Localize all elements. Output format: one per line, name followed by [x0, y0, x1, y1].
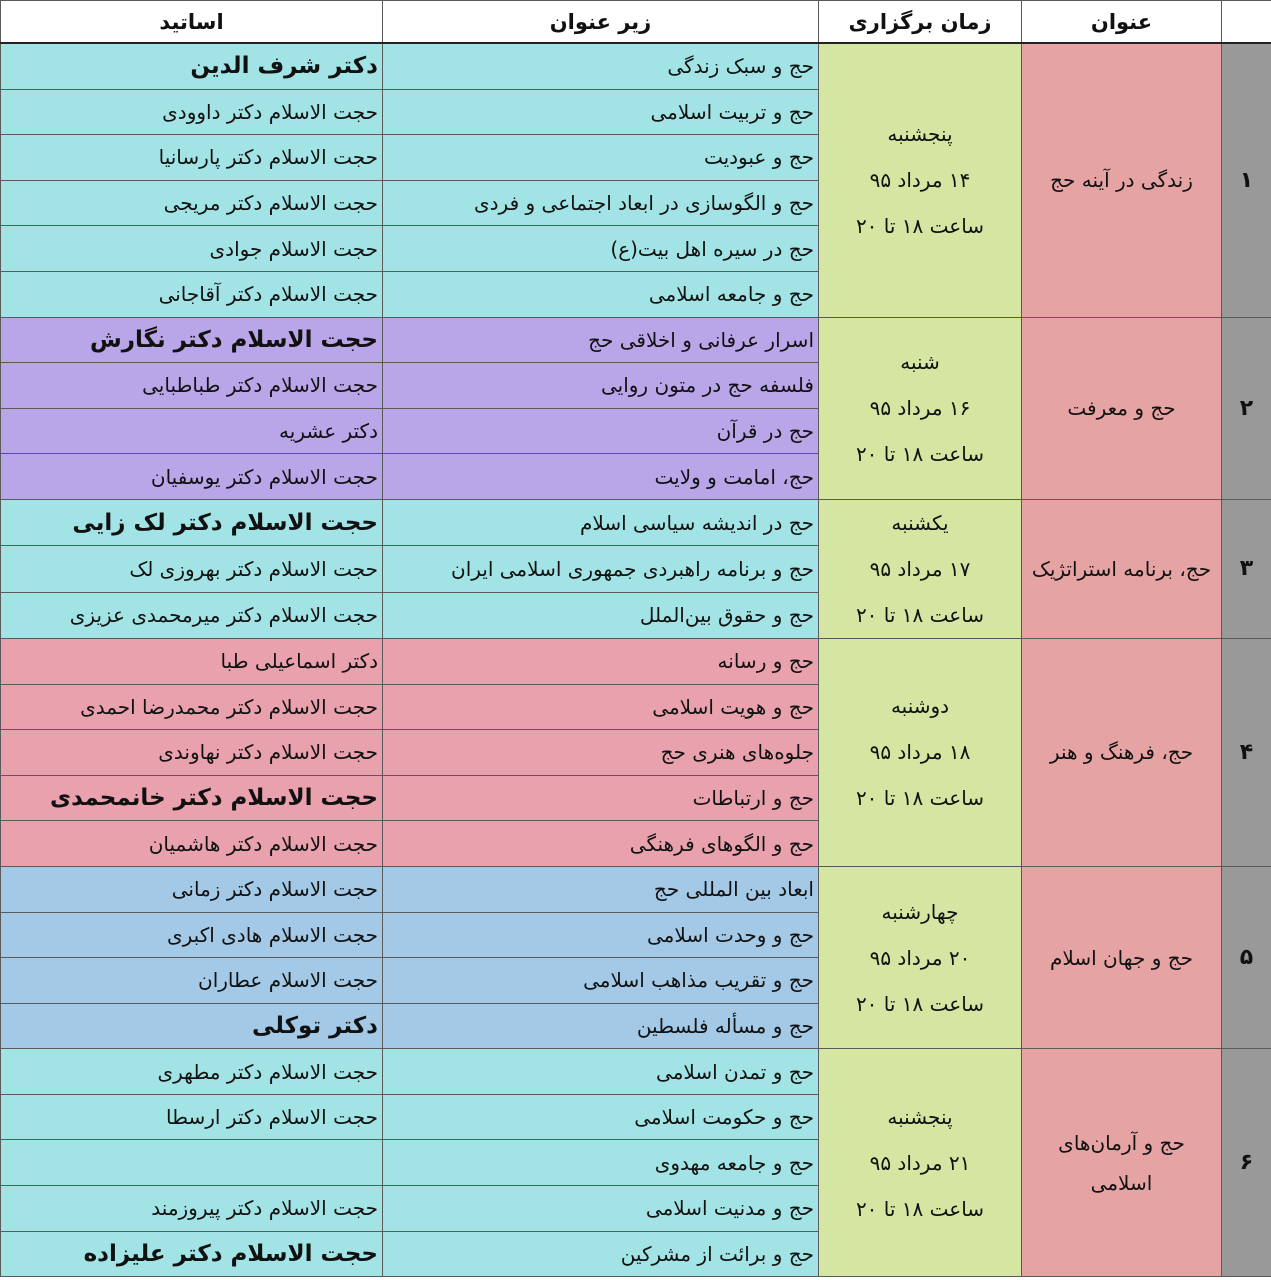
professor-cell: حجت الاسلام هادی اکبری: [1, 912, 383, 958]
header-title: عنوان: [1022, 1, 1222, 44]
subtitle-cell: حج و هویت اسلامی: [383, 684, 819, 730]
schedule-date: ۲۰ مرداد ۹۵: [869, 945, 971, 970]
table-row: [1, 499, 1271, 545]
professor-cell: حجت الاسلام دکتر علیزاده: [1, 1231, 383, 1277]
subtitle-cell: جلوه‌های هنری حج: [383, 730, 819, 776]
group-schedule: [819, 1049, 1022, 1277]
subtitle-cell: حج و حکومت اسلامی: [383, 1094, 819, 1140]
group-schedule: [819, 317, 1022, 499]
subtitle-cell: حج و عبودیت: [383, 135, 819, 181]
group-schedule: [819, 43, 1022, 317]
subtitle-cell: حج و ارتباطات: [383, 775, 819, 821]
schedule-hours: ساعت ۱۸ تا ۲۰: [855, 1196, 985, 1221]
subtitle-cell: ابعاد بین المللی حج: [383, 866, 819, 912]
professor-cell: حجت الاسلام دکتر طباطبایی: [1, 363, 383, 409]
subtitle-cell: حج و جامعه اسلامی: [383, 271, 819, 317]
subtitle-cell: حج و تمدن اسلامی: [383, 1049, 819, 1095]
professor-cell: دکتر شرف الدین: [1, 43, 383, 89]
schedule-date: ۱۶ مرداد ۹۵: [869, 396, 971, 421]
group-title: حج و جهان اسلام: [1022, 866, 1222, 1048]
schedule-day: چهارشنبه: [881, 899, 959, 924]
header-subtitle: زیر عنوان: [383, 1, 819, 44]
schedule-day: دوشنبه: [890, 694, 950, 719]
schedule-hours: ساعت ۱۸ تا ۲۰: [855, 442, 985, 467]
header-time: زمان برگزاری: [819, 1, 1022, 44]
professor-cell: دکتر توکلی: [1, 1003, 383, 1049]
header-number: [1222, 1, 1271, 44]
group-title: حج و معرفت: [1022, 317, 1222, 499]
schedule-date: ۱۸ مرداد ۹۵: [869, 740, 971, 765]
subtitle-cell: حج و تقریب مذاهب اسلامی: [383, 958, 819, 1004]
subtitle-cell: حج و رسانه: [383, 638, 819, 684]
schedule-date: ۲۱ مرداد ۹۵: [869, 1150, 971, 1175]
professor-cell: حجت الاسلام دکتر پیروزمند: [1, 1186, 383, 1232]
subtitle-cell: حج، امامت و ولایت: [383, 454, 819, 500]
group-number: ۲: [1222, 317, 1271, 499]
professor-cell: حجت الاسلام دکتر هاشمیان: [1, 821, 383, 867]
schedule-hours: ساعت ۱۸ تا ۲۰: [855, 214, 985, 239]
group-schedule: [819, 866, 1022, 1048]
subtitle-cell: حج و حقوق بین‌الملل: [383, 592, 819, 638]
group-number: ۴: [1222, 638, 1271, 866]
group-schedule: [819, 499, 1022, 638]
professor-cell: حجت الاسلام دکتر خانمحمدی: [1, 775, 383, 821]
group-number: ۵: [1222, 866, 1271, 1048]
professor-cell: حجت الاسلام دکتر زمانی: [1, 866, 383, 912]
subtitle-cell: فلسفه حج در متون روایی: [383, 363, 819, 409]
subtitle-cell: حج و مسأله فلسطین: [383, 1003, 819, 1049]
professor-cell: حجت الاسلام دکتر میرمحمدی عزیزی: [1, 592, 383, 638]
table-row: [1, 1049, 1271, 1095]
professor-cell: حجت الاسلام دکتر محمدرضا احمدی: [1, 684, 383, 730]
table-row: [1, 866, 1271, 912]
schedule-hours: ساعت ۱۸ تا ۲۰: [855, 786, 985, 811]
schedule-body: [1, 43, 1271, 1277]
professor-cell: حجت الاسلام دکتر آقاجانی: [1, 271, 383, 317]
group-number: ۶: [1222, 1049, 1271, 1277]
schedule-hours: ساعت ۱۸ تا ۲۰: [855, 991, 985, 1016]
professor-cell: [1, 1140, 383, 1186]
group-number: ۱: [1222, 43, 1271, 317]
group-title: حج و آرمان‌های اسلامی: [1022, 1049, 1222, 1277]
subtitle-cell: حج در قرآن: [383, 408, 819, 454]
schedule-day: پنجشنبه: [887, 122, 953, 147]
subtitle-cell: حج و برنامه راهبردی جمهوری اسلامی ایران: [383, 546, 819, 592]
professor-cell: دکتر اسماعیلی طبا: [1, 638, 383, 684]
schedule-hours: ساعت ۱۸ تا ۲۰: [855, 602, 985, 627]
subtitle-cell: حج و مدنیت اسلامی: [383, 1186, 819, 1232]
subtitle-cell: حج و الگوهای فرهنگی: [383, 821, 819, 867]
professor-cell: حجت الاسلام دکتر داوودی: [1, 89, 383, 135]
subtitle-cell: حج و سبک زندگی: [383, 43, 819, 89]
table-row: [1, 43, 1271, 89]
schedule-day: پنجشنبه: [887, 1104, 953, 1129]
table-row: [1, 317, 1271, 363]
subtitle-cell: حج در سیره اهل بیت(ع): [383, 226, 819, 272]
subtitle-cell: حج و تربیت اسلامی: [383, 89, 819, 135]
professor-cell: حجت الاسلام دکتر یوسفیان: [1, 454, 383, 500]
professor-cell: حجت الاسلام دکتر مطهری: [1, 1049, 383, 1095]
schedule-date: ۱۴ مرداد ۹۵: [869, 168, 971, 193]
table-row: [1, 638, 1271, 684]
group-title: زندگی در آینه حج: [1022, 43, 1222, 317]
subtitle-cell: حج و جامعه مهدوی: [383, 1140, 819, 1186]
professor-cell: حجت الاسلام دکتر بهروزی لک: [1, 546, 383, 592]
subtitle-cell: حج و وحدت اسلامی: [383, 912, 819, 958]
schedule-day: یکشنبه: [891, 510, 949, 535]
professor-cell: حجت الاسلام دکتر لک زایی: [1, 499, 383, 545]
professor-cell: حجت الاسلام جوادی: [1, 226, 383, 272]
professor-cell: حجت الاسلام دکتر نگارش: [1, 317, 383, 363]
subtitle-cell: اسرار عرفانی و اخلاقی حج: [383, 317, 819, 363]
subtitle-cell: حج و الگوسازی در ابعاد اجتماعی و فردی: [383, 180, 819, 226]
professor-cell: حجت الاسلام دکتر نهاوندی: [1, 730, 383, 776]
group-schedule: [819, 638, 1022, 866]
professor-cell: حجت الاسلام دکتر ارسطا: [1, 1094, 383, 1140]
header-professors: اساتید: [1, 1, 383, 44]
schedule-date: ۱۷ مرداد ۹۵: [869, 556, 971, 581]
group-title: حج، برنامه استراتژیک: [1022, 499, 1222, 638]
header-row: [1, 1, 1271, 44]
schedule-day: شنبه: [900, 350, 940, 375]
group-number: ۳: [1222, 499, 1271, 638]
professor-cell: حجت الاسلام دکتر مریجی: [1, 180, 383, 226]
professor-cell: حجت الاسلام عطاران: [1, 958, 383, 1004]
professor-cell: دکتر عشریه: [1, 408, 383, 454]
subtitle-cell: حج و برائت از مشرکین: [383, 1231, 819, 1277]
professor-cell: حجت الاسلام دکتر پارسانیا: [1, 135, 383, 181]
group-title: حج، فرهنگ و هنر: [1022, 638, 1222, 866]
subtitle-cell: حج در اندیشه سیاسی اسلام: [383, 499, 819, 545]
